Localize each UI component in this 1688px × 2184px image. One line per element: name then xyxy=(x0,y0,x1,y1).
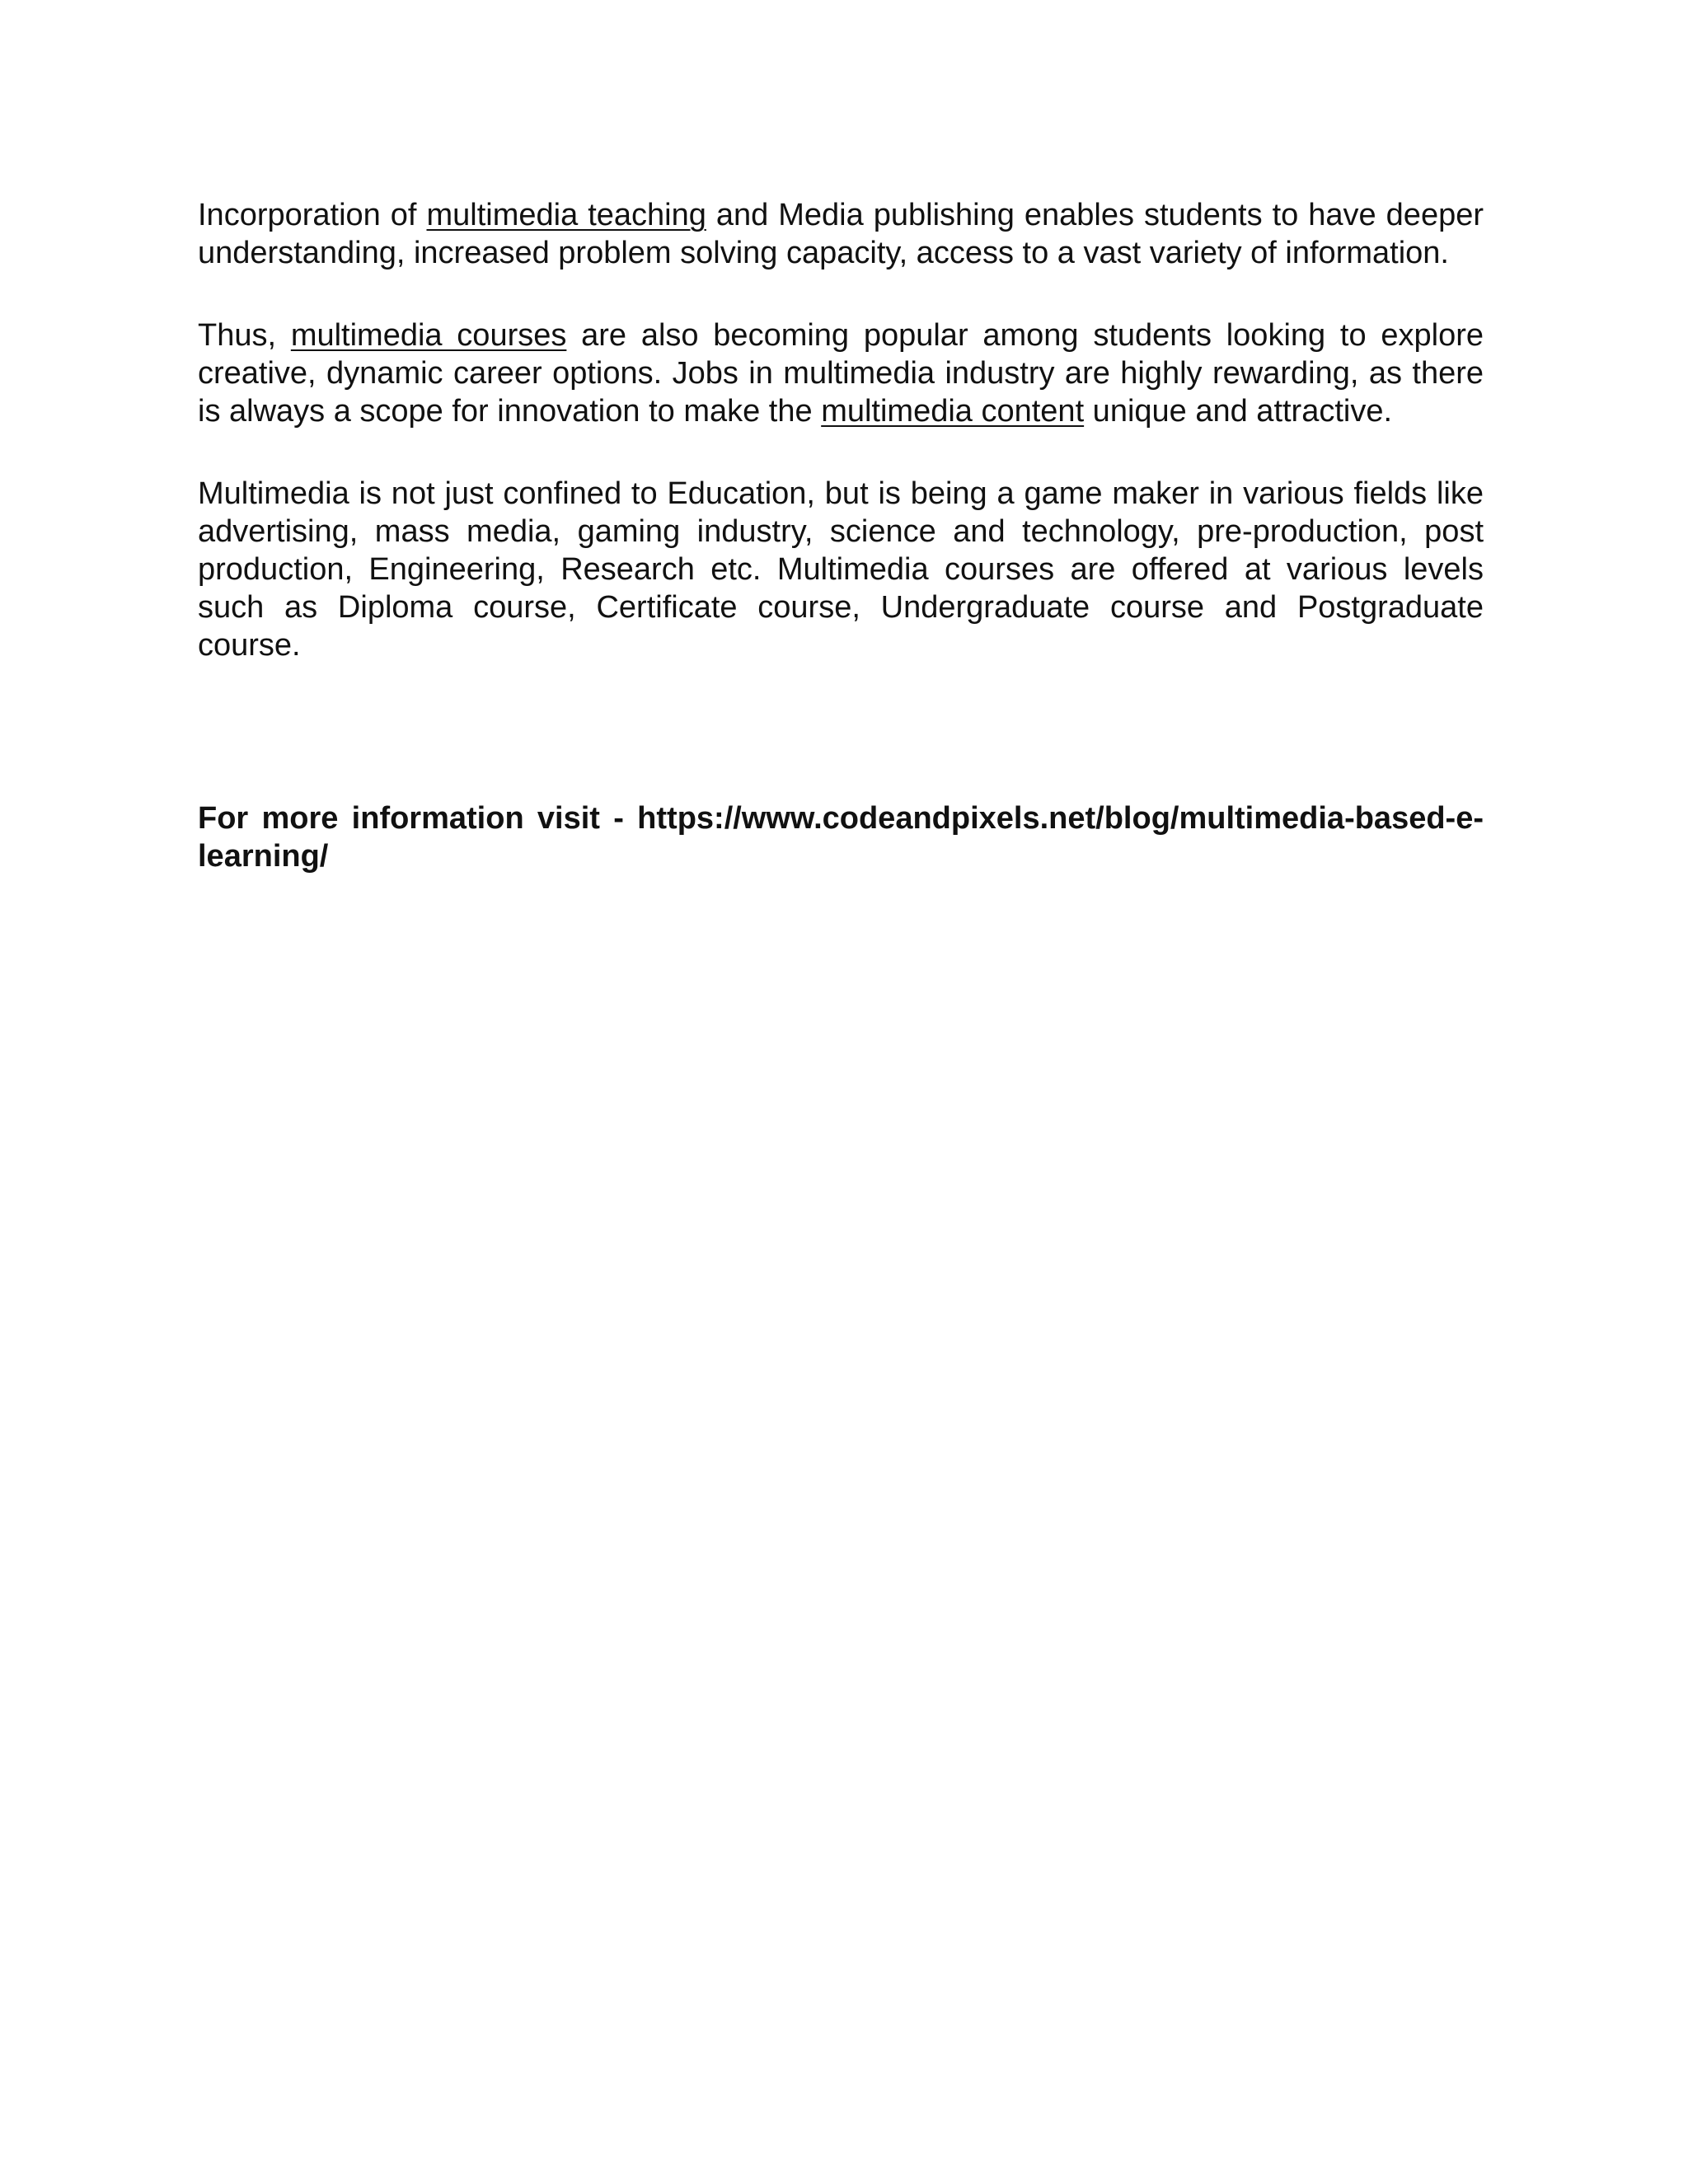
link-multimedia-teaching[interactable]: multimedia teaching xyxy=(426,198,706,232)
paragraph-multimedia-teaching xyxy=(198,196,1484,272)
paragraph-text: Thus, xyxy=(198,318,291,353)
paragraph-multimedia-courses xyxy=(198,316,1484,430)
link-multimedia-courses[interactable]: multimedia courses xyxy=(290,318,567,353)
more-information-url[interactable]: https://www.codeandpixels.net/blog/multimedia-based-e-learning/ xyxy=(198,801,1484,874)
paragraph-text: are also becoming popular among students looking to explore creative, dynamic career options. Jobs in multimedia industry are highly rewarding, as there is always a scope for innovation to make the xyxy=(198,318,1484,429)
paragraph-text: unique and attractive. xyxy=(1084,394,1393,429)
link-multimedia-content[interactable]: multimedia content xyxy=(821,394,1085,429)
paragraph-text: and Media publishing enables students to have deeper understanding, increased problem solving capacity, access to a vast variety of information. xyxy=(198,198,1484,270)
document-body xyxy=(198,196,1484,875)
paragraph-text: Incorporation of xyxy=(198,198,427,232)
more-information-note xyxy=(198,799,1484,875)
more-information-label: For more information visit - xyxy=(198,801,638,836)
paragraph-text: Multimedia is not just confined to Education, but is being a game maker in various fields like advertising, mass media, gaming industry, science and technology, pre-production, post production, Engineering, Research etc. Multimedia courses are offered at various levels such as Diploma course, Certificate course, Undergraduate course and Postgraduate course. xyxy=(198,476,1484,663)
paragraph-multimedia-fields xyxy=(198,475,1484,664)
spacer xyxy=(198,709,1484,799)
